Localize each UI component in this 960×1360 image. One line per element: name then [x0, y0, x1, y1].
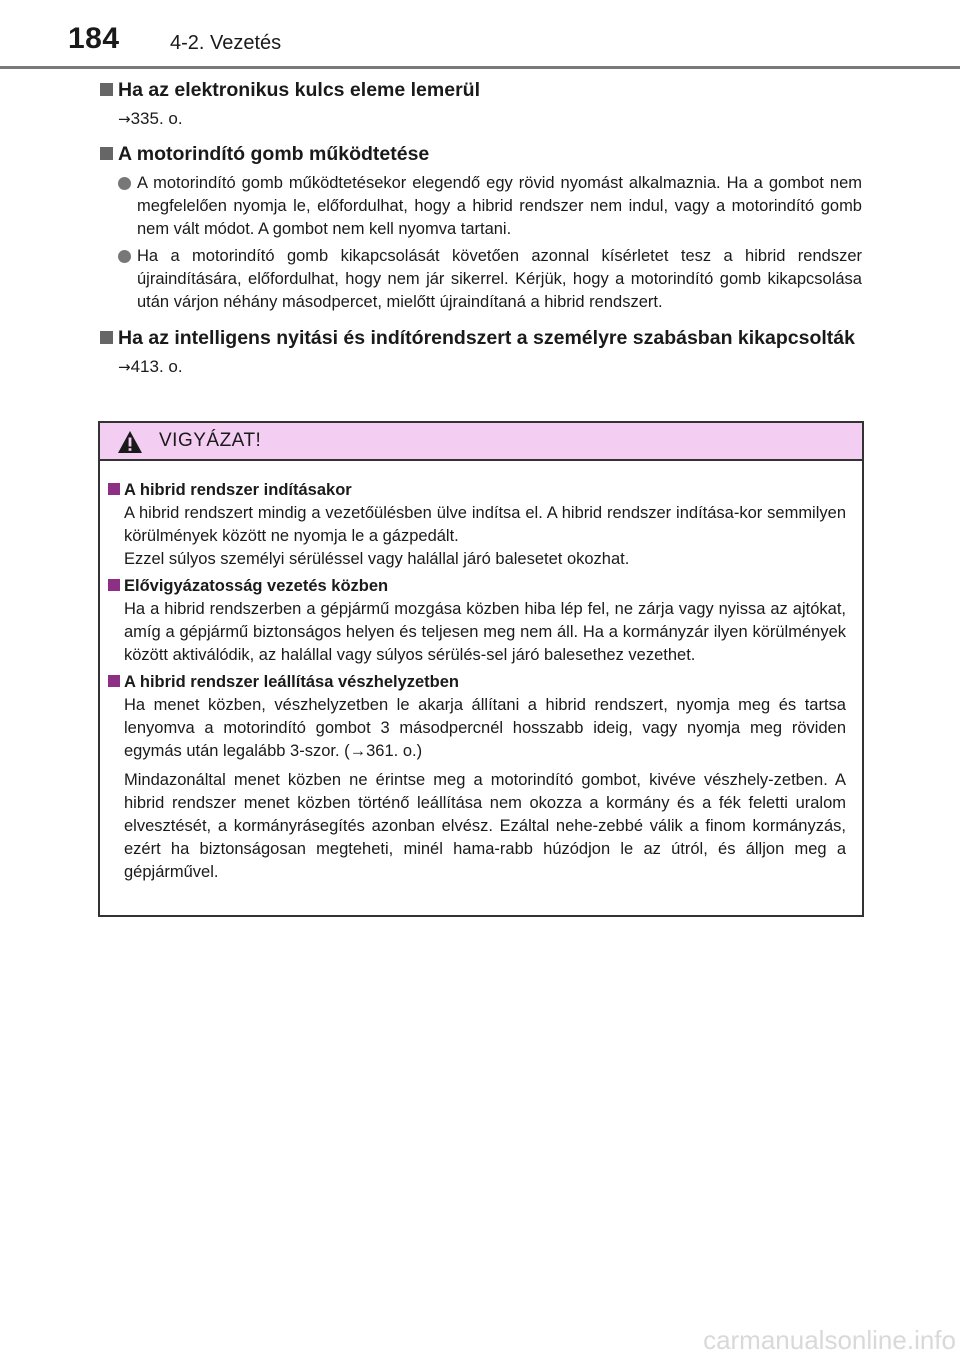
warning-triangle-icon — [117, 430, 143, 454]
heading-text: Ha az elektronikus kulcs eleme lemerül — [118, 79, 481, 101]
page-reference — [118, 356, 862, 378]
square-bullet-icon — [100, 147, 113, 160]
section-title: 4-2. Vezetés — [170, 32, 282, 54]
arrow-right-icon: → — [118, 110, 131, 128]
warning-item-title — [108, 575, 846, 598]
warning-paragraph: Ha menet közben, vészhelyzetben le akarja állítani a hibrid rendszert, nyomja meg és tartsa lenyomva a motorindító gombot 3 másodpercnél hosszabb ideig, vagy nyomja meg röviden egymás után legalább 3-szor. (→361. o.) — [124, 696, 846, 760]
warning-paragraph: A hibrid rendszert mindig a vezetőülésben ülve indítsa el. A hibrid rendszer indítása-kor semmilyen körülmények között ne nyomja le a gázpedált. — [124, 504, 846, 545]
reference-text: 413. o. — [130, 357, 183, 376]
bullet-text: Ha a motorindító gomb kikapcsolását követően azonnal kísérletet tesz a hibrid rendszer újraindítására, előfordulhat, hogy nem jár sikerrel. Kérjük, hogy a motorindító gomb kikapcsolása után várjon néhány másodpercet, mielőtt újraindítaná a hibrid rendszert. — [137, 247, 862, 311]
heading-text: Ha az intelligens nyitási és indítórendszert a személyre szabásban kikapcsolták — [118, 327, 855, 349]
square-bullet-icon — [100, 331, 113, 344]
warning-item-title-text: A hibrid rendszer leállítása vészhelyzetben — [124, 673, 460, 691]
warning-item-title — [108, 671, 846, 694]
warning-paragraph: Ha a hibrid rendszerben a gépjármű mozgása közben hiba lép fel, ne zárja vagy nyissa az ajtókat, amíg a gépjármű biztonságos helyen és teljesen meg nem áll. Ha a kormányzár ilyen körülmények között aktiválódik, az halállal vagy súlyos sérülés-sel járó balesethez vezethet. — [124, 600, 846, 664]
page-header — [0, 0, 960, 70]
bullet-text: A motorindító gomb működtetésekor elegendő egy rövid nyomást alkalmaznia. Ha a gombot nem megfelelően nyomja le, előfordulhat, hogy a hibrid rendszer nem indul, vagy a motorindító gomb nem vált módot. A gombot nem kell nyomva tartani. — [137, 174, 862, 238]
square-bullet-icon — [108, 675, 120, 687]
page-reference — [118, 108, 862, 130]
warning-item-title-text: A hibrid rendszer indításakor — [124, 481, 352, 499]
main-content — [100, 78, 862, 378]
warning-title: VIGYÁZAT! — [159, 430, 262, 451]
reference-text: 335. o. — [130, 109, 183, 128]
watermark: carmanualsonline.info — [703, 1325, 956, 1355]
heading-key-battery — [100, 78, 862, 102]
heading-smart-system — [100, 326, 862, 350]
circle-bullet-icon — [118, 250, 131, 263]
square-bullet-icon — [100, 83, 113, 96]
square-bullet-icon — [108, 579, 120, 591]
bullet-item — [100, 245, 862, 314]
circle-bullet-icon — [118, 177, 131, 190]
header-rule — [0, 66, 960, 69]
arrow-right-icon: → — [118, 358, 131, 376]
page-number: 184 — [68, 22, 120, 55]
warning-box — [98, 421, 864, 917]
warning-header — [100, 423, 862, 461]
warning-item-title — [108, 479, 846, 502]
bullet-item — [100, 172, 862, 241]
square-bullet-icon — [108, 483, 120, 495]
warning-paragraph: Mindazonáltal menet közben ne érintse meg a motorindító gombot, kivéve vészhely-zetben. A hibrid rendszer menet közben történő leállítása nem okozza a kormány és a fék feletti uralom elvesztését, a kormányrásegítés azonban elvész. Ezáltal nehe-zebbé válik a finom kormányzás, ezért ha biztonságosan megteheti, minél hama-rabb húzódjon le az útról, és álljon meg a gépjárművel. — [124, 771, 846, 881]
heading-text: A motorindító gomb működtetése — [118, 143, 430, 165]
warning-body — [100, 461, 862, 884]
warning-paragraph: Ezzel súlyos személyi sérüléssel vagy halállal járó balesetet okozhat. — [124, 550, 630, 568]
heading-start-button — [100, 142, 862, 166]
warning-item-title-text: Elővigyázatosság vezetés közben — [124, 577, 389, 595]
